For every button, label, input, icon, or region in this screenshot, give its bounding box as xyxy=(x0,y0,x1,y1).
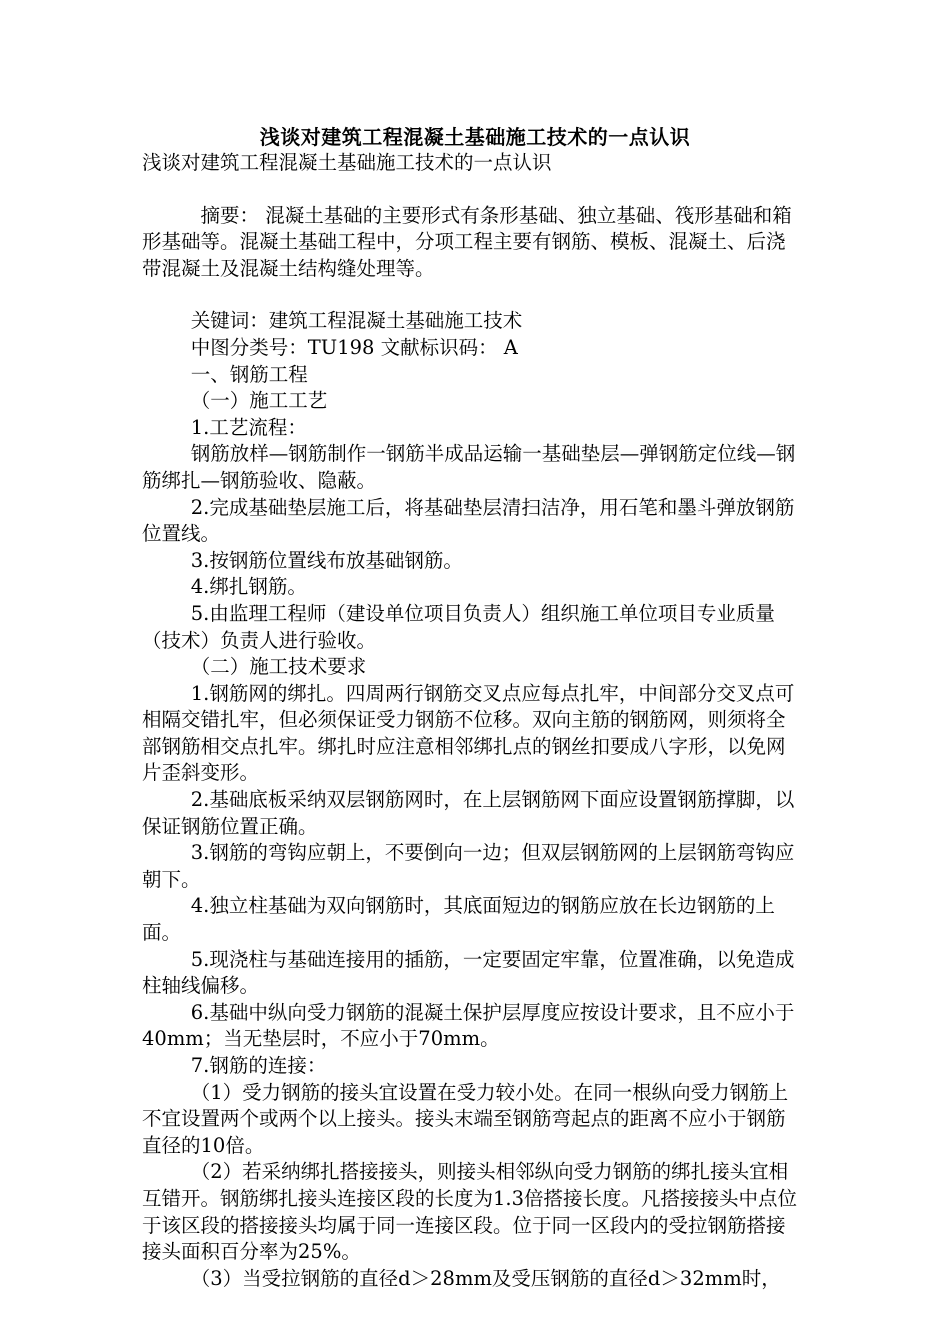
keywords-line: 关键词：建筑工程混凝土基础施工技术 xyxy=(190,309,523,333)
paragraph: 7.钢筋的连接： xyxy=(190,1054,327,1077)
document-title: 浅谈对建筑工程混凝土基础施工技术的一点认识 xyxy=(259,125,691,149)
spacer xyxy=(142,177,802,203)
paragraph: 4.独立柱基础为双向钢筋时，其底面短边的钢筋应放在长边钢筋的上面。 xyxy=(142,894,775,945)
paragraph: 1.工艺流程： xyxy=(190,415,307,439)
subsection-heading: （一）施工工艺 xyxy=(190,389,328,413)
paragraph: 5.现浇柱与基础连接用的插筋，一定要固定牢靠，位置准确，以免造成柱轴线偏移。 xyxy=(142,947,795,998)
subsection-heading: （二）施工技术要求 xyxy=(190,655,367,679)
paragraph: 1.钢筋网的绑扎。四周两行钢筋交叉点应每点扎牢，中间部分交叉点可相隔交错扎牢，但必须保证受力钢筋不位移。双向主筋的钢筋网，则须将全部钢筋相交点扎牢。绑扎时应注意相邻绑扎点的钢丝扣要成八字形，以免网片歪斜变形。 xyxy=(142,681,795,785)
document-body xyxy=(142,150,802,1292)
document-subtitle: 浅谈对建筑工程混凝土基础施工技术的一点认识 xyxy=(142,151,552,174)
paragraph: 3.按钢筋位置线布放基础钢筋。 xyxy=(190,548,463,572)
section-heading: 一、钢筋工程 xyxy=(190,362,308,386)
paragraph: （2）若采纳绑扎搭接接头，则接头相邻纵向受力钢筋的绑扎接头宜相互错开。钢筋绑扎接头连接区段的长度为1.3倍搭接长度。凡搭接接头中点位于该区段的搭接接头均属于同一连接区段。位于同一区段内的受拉钢筋搭接接头面积百分率为25%。 xyxy=(142,1160,798,1264)
paragraph: 2.基础底板采纳双层钢筋网时，在上层钢筋网下面应设置钢筋撑脚，以保证钢筋位置正确。 xyxy=(142,788,795,838)
abstract-paragraph: 摘要： 混凝土基础的主要形式有条形基础、独立基础、筏形基础和箱形基础等。混凝土基础工程中，分项工程主要有钢筋、模板、混凝土、后浇带混凝土及混凝土结构缝处理等。 xyxy=(142,203,792,280)
paragraph: 4.绑扎钢筋。 xyxy=(190,575,307,599)
paragraph: 3.钢筋的弯钩应朝上，不要倒向一边；但双层钢筋网的上层钢筋弯钩应朝下。 xyxy=(142,841,795,891)
paragraph: 5.由监理工程师（建设单位项目负责人）组织施工单位项目专业质量（技术）负责人进行验收。 xyxy=(142,601,775,652)
spacer xyxy=(142,282,802,308)
classification-line: 中图分类号：TU198 文献标识码： A xyxy=(190,335,518,359)
paragraph: （1）受力钢筋的接头宜设置在受力较小处。在同一根纵向受力钢筋上不宜设置两个或两个以上接头。接头末端至钢筋弯起点的距离不应小于钢筋直径的10倍。 xyxy=(142,1080,789,1157)
paragraph: （3）当受拉钢筋的直径d＞28mm及受压钢筋的直径d＞32mm时， xyxy=(190,1266,781,1290)
paragraph: 2.完成基础垫层施工后，将基础垫层清扫洁净，用石笔和墨斗弹放钢筋位置线。 xyxy=(142,495,795,546)
paragraph: 6.基础中纵向受力钢筋的混凝土保护层厚度应按设计要求，且不应小于40mm；当无垫层时，不应小于70mm。 xyxy=(142,1000,795,1051)
paragraph: 钢筋放样—钢筋制作一钢筋半成品运输一基础垫层—弹钢筋定位线—钢筋绑扎—钢筋验收、隐蔽。 xyxy=(142,442,796,492)
